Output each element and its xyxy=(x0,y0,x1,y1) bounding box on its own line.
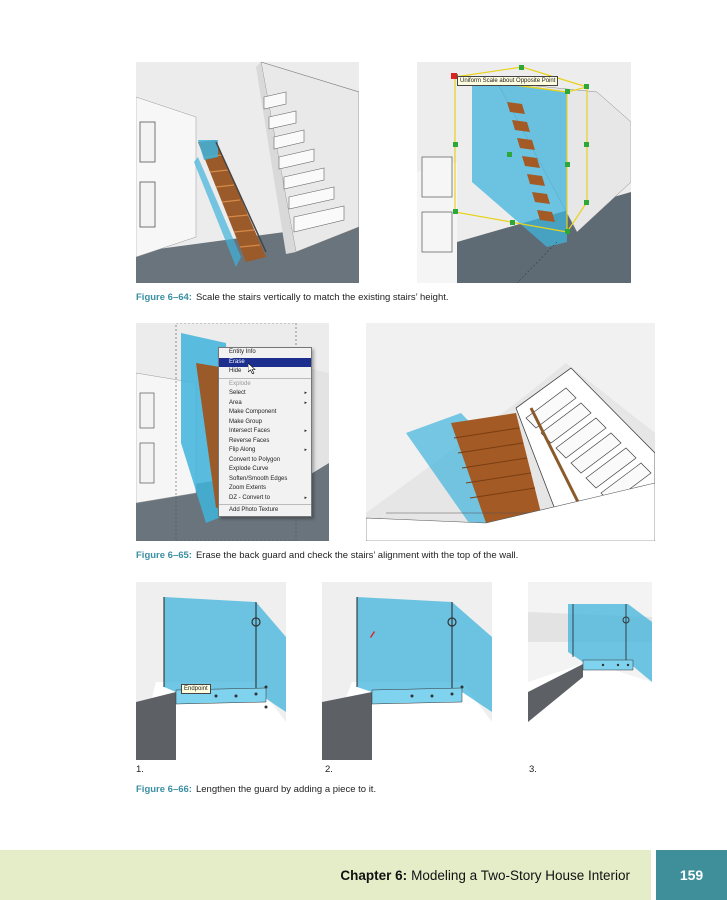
figure-6-64-left-image xyxy=(136,62,359,283)
page-number: 159 xyxy=(656,850,727,900)
mouse-cursor-icon xyxy=(248,363,256,374)
figure-6-64-right-image xyxy=(417,62,631,283)
page-footer xyxy=(0,850,727,900)
figure-6-66-step-3-image xyxy=(528,582,652,760)
menu-divider xyxy=(219,378,311,379)
figure-6-65-left-image xyxy=(136,323,329,541)
caption-label: Figure 6–65: xyxy=(136,550,192,561)
caption-text: Erase the back guard and check the stairs’ alignment with the top of the wall. xyxy=(195,550,519,561)
chapter-title xyxy=(0,850,630,900)
step-number-2: 2. xyxy=(325,764,333,775)
menu-item-erase[interactable]: Erase xyxy=(219,358,311,368)
menu-item-zoom-extents[interactable]: Zoom Extents xyxy=(229,485,267,491)
menu-divider xyxy=(219,504,311,505)
figure-6-64-caption xyxy=(136,292,449,303)
menu-item-make-group[interactable]: Make Group xyxy=(229,418,263,425)
chapter-label: Chapter 6: xyxy=(340,867,408,883)
figure-6-66-caption xyxy=(136,784,376,795)
menu-item-entity-info[interactable]: Entity Info xyxy=(229,349,256,355)
caption-label: Figure 6–64: xyxy=(136,292,192,303)
menu-item-explode[interactable]: Explode xyxy=(229,380,251,387)
menu-item-explode-curve[interactable]: Explode Curve xyxy=(229,466,269,472)
menu-item-flip-along[interactable]: Flip Along ▸ xyxy=(219,446,311,456)
endpoint-tag: Endpoint xyxy=(181,684,211,694)
menu-item-select[interactable]: Select ▸ xyxy=(219,389,311,399)
step-number-3: 3. xyxy=(529,764,537,775)
caption-text: Scale the stairs vertically to match the existing stairs’ height. xyxy=(195,292,449,303)
menu-item-hide[interactable]: Hide xyxy=(229,368,242,374)
menu-item-intersect-faces[interactable]: Intersect Faces ▸ xyxy=(219,427,311,437)
figure-6-66-step-1-image xyxy=(136,582,286,760)
menu-item-add-photo-texture[interactable]: Add Photo Texture xyxy=(229,507,279,513)
menu-item-make-component[interactable]: Make Component xyxy=(229,409,277,415)
scale-tooltip: Uniform Scale about Opposite Point xyxy=(457,76,558,86)
context-menu xyxy=(218,347,312,517)
figure-6-66-step-2-image xyxy=(322,582,492,760)
menu-item-soften-smooth-edges[interactable]: Soften/Smooth Edges xyxy=(229,475,288,482)
menu-item-reverse-faces[interactable]: Reverse Faces xyxy=(229,437,270,444)
caption-text: Lengthen the guard by adding a piece to it. xyxy=(195,784,377,795)
menu-item-convert-to-polygon[interactable]: Convert to Polygon xyxy=(229,456,281,463)
chapter-name: Modeling a Two-Story House Interior xyxy=(411,867,630,883)
menu-item-dz-convert-to[interactable]: DZ - Convert to ▸ xyxy=(219,494,311,504)
step-number-1: 1. xyxy=(136,764,144,775)
caption-label: Figure 6–66: xyxy=(136,784,192,795)
menu-item-area[interactable]: Area ▸ xyxy=(219,399,311,409)
figure-6-65-right-image xyxy=(366,323,655,541)
figure-6-65-caption xyxy=(136,550,518,561)
